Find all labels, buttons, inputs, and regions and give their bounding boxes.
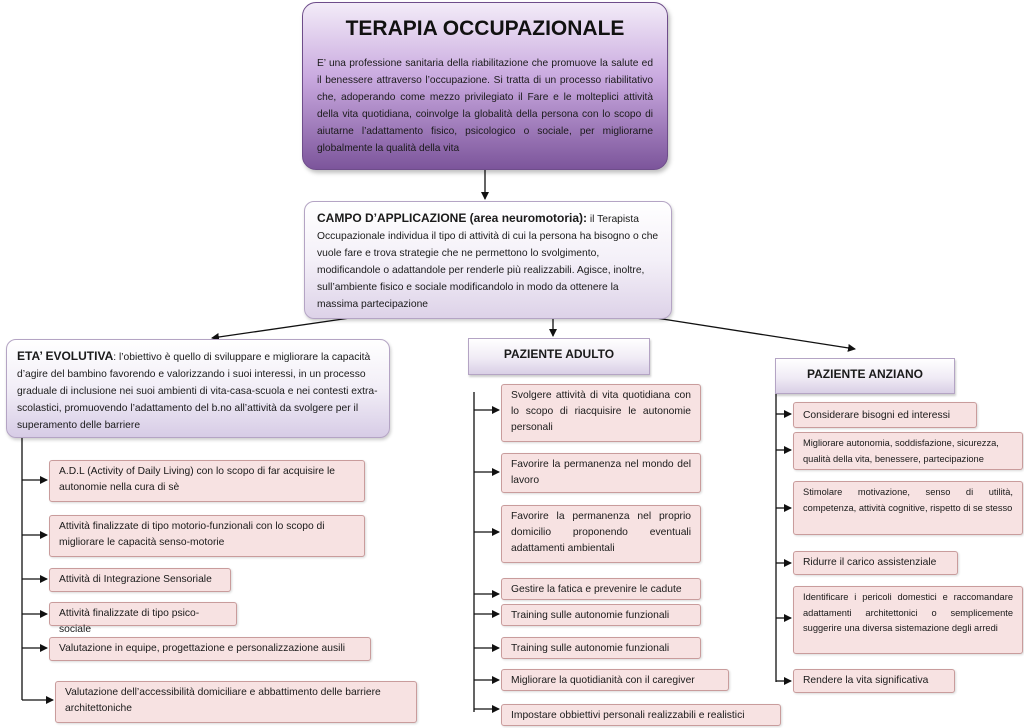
adulto-item: Impostare obbiettivi personali realizzabili e realistici [501, 704, 781, 726]
adulto-item: Training sulle autonomie funzionali [501, 604, 701, 626]
adulto-item: Training sulle autonomie funzionali [501, 637, 701, 659]
campo-node [304, 201, 672, 319]
eta-item: Attività finalizzate di tipo psico-sociale [49, 602, 237, 626]
eta-description: : l’obiettivo è quello di sviluppare e migliorare la capacità d’agire del bambino favorendo e valorizzando i suoi interessi, in un processo graduale di inclusione nei suoi ambienti di vita-casa-scuola e nei contesti extra-scolastici, promuovendo l’adattamento del b.no all’attività da svolgere per il superamento delle barriere [17, 352, 378, 431]
adulto-item: Migliorare la quotidianità con il caregiver [501, 669, 729, 691]
title-description: E’ una professione sanitaria della riabilitazione che promuove la salute ed il benessere attraverso l’occupazione. Si tratta di un processo riabilitativo che, adoperando come mezzo privilegiato il Fare e le molteplici attività della vita quotidiana, coinvolge la globalità della persona con lo scopo di aiutarne l’adattamento fisico, psicologico o sociale, per migliorarne globalmente la qualità della vita [317, 58, 653, 154]
campo-description: il Terapista Occupazionale individua il tipo di attività di cui la persona ha bisogno o che vuole fare e trova strategie che ne permettono lo svolgimento, modificandole o adattandole per renderle più realizzabili. Agisce, inoltre, sull’ambiente fisico e sociale modificandolo in modo da ottenere la massima partecipazione [317, 214, 659, 310]
eta-item: Attività di Integrazione Sensoriale [49, 568, 231, 592]
campo-heading: CAMPO D’APPLICAZIONE (area neuromotoria): [317, 211, 588, 225]
eta-item: A.D.L (Activity of Daily Living) con lo scopo di far acquisire le autonomie nella cura di sè [49, 460, 365, 502]
eta-evolutiva-node [6, 339, 390, 438]
title-node [302, 2, 668, 170]
adulto-item: Favorire la permanenza nel proprio domicilio proponendo eventuali adattamenti ambientali [501, 505, 701, 563]
anziano-item: Considerare bisogni ed interessi [793, 402, 977, 428]
paziente-adulto-header: PAZIENTE ADULTO [468, 338, 650, 375]
anziano-item: Rendere la vita significativa [793, 669, 955, 693]
eta-item: Valutazione in equipe, progettazione e personalizzazione ausili [49, 637, 371, 661]
eta-item: Valutazione dell’accessibilità domiciliare e abbattimento delle barriere architettoniche [55, 681, 417, 723]
anziano-item: Identificare i pericoli domestici e raccomandare adattamenti architettonici o semplicemente suggerire una diversa sistemazione degli arredi [793, 586, 1023, 654]
adulto-item: Gestire la fatica e prevenire le cadute [501, 578, 701, 600]
anziano-item: Migliorare autonomia, soddisfazione, sicurezza, qualità della vita, benessere, partecipazione [793, 432, 1023, 470]
eta-heading: ETA’ EVOLUTIVA [17, 349, 114, 363]
paziente-anziano-header: PAZIENTE ANZIANO [775, 358, 955, 394]
anziano-item: Stimolare motivazione, senso di utilità, competenza, attività cognitive, rispetto di se stesso [793, 481, 1023, 535]
eta-item: Attività finalizzate di tipo motorio-funzionali con lo scopo di migliorare le capacità senso-motorie [49, 515, 365, 557]
diagram-title: TERAPIA OCCUPAZIONALE [345, 17, 625, 40]
adulto-item: Svolgere attività di vita quotidiana con lo scopo di riacquisire le autonomie personali [501, 384, 701, 442]
anziano-item: Ridurre il carico assistenziale [793, 551, 958, 575]
adulto-item: Favorire la permanenza nel mondo del lavoro [501, 453, 701, 493]
